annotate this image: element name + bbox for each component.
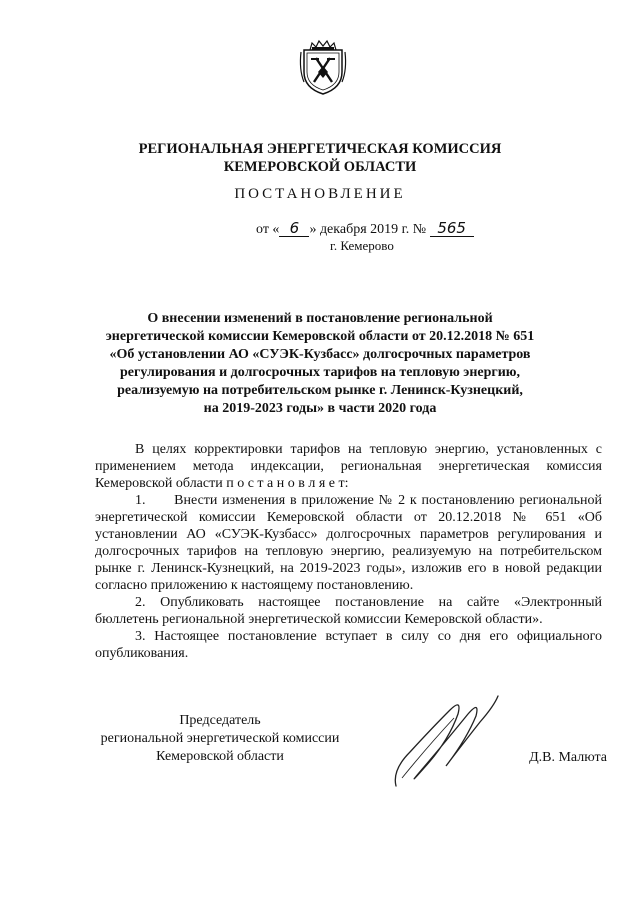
intro-paragraph: В целях корректировки тарифов на тепловую энергию, установленных с применением метода индексации, региональная энергетическая комиссия Кемеровской области п о с т а н о в л я е т:: [95, 442, 602, 491]
organization-name-line2: КЕМЕРОВСКОЙ ОБЛАСТИ: [223, 159, 417, 175]
document-subject: [0, 310, 640, 418]
document-number: 565: [430, 220, 474, 237]
kemerovo-coat-of-arms-icon: [298, 38, 348, 96]
subject-line: регулирования и долгосрочных тарифов на тепловую энергию,: [119, 365, 521, 380]
item-1-paragraph: 1. Внести изменения в приложение № 2 к постановлению региональной энергетической комиссии Кемеровской области от 20.12.2018 № 651 «Об установлении АО «СУЭК-Кузбасс» долгосрочных параметров регулирования и долгосрочных тарифов на тепловую энергию, реализуемую на потребительском рынке г. Ленинск-Кузнецкий, на 2019-2023 годы», изложив его в новой редакции согласно приложению к настоящему постановлению.: [95, 493, 602, 593]
organization-name-line1: РЕГИОНАЛЬНАЯ ЭНЕРГЕТИЧЕСКАЯ КОМИССИЯ: [138, 141, 502, 157]
item-3-paragraph: 3. Настоящее постановление вступает в силу со дня его официального опубликования.: [95, 629, 602, 661]
item-2-paragraph: 2. Опубликовать настоящее постановление на сайте «Электронный бюллетень региональной энергетической комиссии Кемеровской области».: [95, 595, 602, 627]
document-city: г. Кемерово: [330, 238, 394, 253]
handwritten-signature-icon: [388, 688, 503, 793]
subject-line: реализуемую на потребительском рынке г. Ленинск-Кузнецкий,: [117, 383, 523, 398]
signatory-title: [90, 712, 350, 766]
document-body: [95, 441, 602, 662]
subject-line: О внесении изменений в постановление региональной: [147, 311, 493, 326]
document-date-line: [256, 220, 516, 238]
subject-line: энергетической комиссии Кемеровской области от 20.12.2018 № 651: [105, 329, 535, 344]
subject-line: «Об установлении АО «СУЭК-Кузбасс» долгосрочных параметров: [109, 347, 531, 362]
signatory-name: Д.В. Малюта: [529, 750, 607, 765]
date-day: 6: [279, 220, 309, 237]
document-type: ПОСТАНОВЛЕНИЕ: [234, 186, 406, 202]
signatory-title-line1: Председатель: [179, 713, 261, 728]
organization-name: [0, 140, 640, 176]
signatory-title-line3: Кемеровской области: [156, 749, 284, 764]
date-prefix: от «: [256, 222, 280, 237]
date-middle: » декабря 2019 г. №: [309, 222, 427, 237]
subject-line: на 2019-2023 годы» в части 2020 года: [203, 401, 437, 416]
signatory-title-line2: региональной энергетической комиссии: [100, 731, 340, 746]
